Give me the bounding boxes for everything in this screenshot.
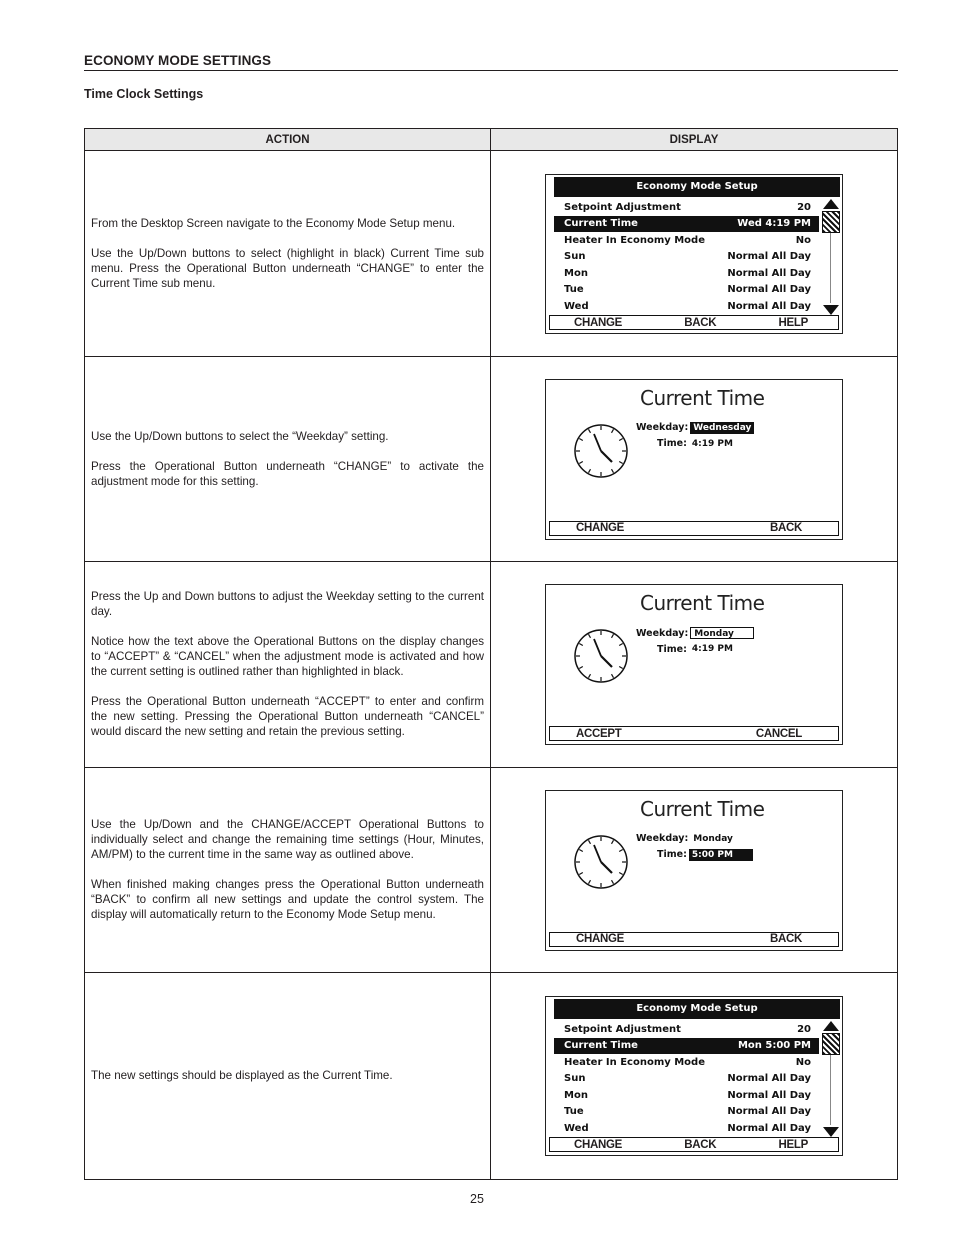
action-cell [85, 768, 491, 973]
menu-item: Mon Normal All Day [564, 1089, 811, 1101]
back-label: BACK [769, 933, 802, 945]
table-row [85, 151, 897, 357]
paragraph: Press the Operational Button underneath “ACCEPT” to enter and confirm the new setting. Pressing the Operational Button underneath “CANCEL” would discard the new setting and retain the previous setting. [91, 695, 484, 739]
scroll-track [830, 1055, 831, 1125]
menu-item: Heater In Economy Mode No [564, 1056, 811, 1068]
sub-title: Time Clock Settings [84, 87, 204, 101]
table-row [85, 562, 897, 768]
col-header-action: ACTION [85, 129, 491, 150]
paragraph: Press the Up and Down buttons to adjust the Weekday setting to the current day. [91, 590, 484, 619]
action-cell [85, 151, 491, 356]
menu-item: Wed Normal All Day [564, 1122, 811, 1134]
action-cell [85, 973, 491, 1179]
time-value: 4:19 PM [691, 644, 733, 654]
soft-button-bar [549, 1137, 839, 1152]
paragraph: Use the Up/Down buttons to select (highlight in black) Current Time sub menu. Press the Operational Button underneath “CHANGE” to enter the Current Time sub menu. [91, 246, 484, 290]
soft-button-bar [549, 726, 839, 741]
table-header [85, 129, 897, 151]
soft-button-bar [549, 932, 839, 947]
action-text [91, 817, 484, 922]
menu-item: Mon Normal All Day [564, 267, 811, 279]
clock-icon [572, 627, 630, 685]
current-time-screen [545, 379, 843, 540]
current-time-screen [545, 584, 843, 745]
paragraph: Use the Up/Down and the CHANGE/ACCEPT Operational Buttons to individually select and change the remaining time settings (Hour, Minutes, AM/PM) to the current time in the same way as outlined above. [91, 818, 484, 862]
display-cell [491, 768, 897, 973]
action-text [91, 589, 484, 739]
paragraph: When finished making changes press the Operational Button underneath “BACK” to confirm all new settings and update the control system. The display will automatically return to the Economy Mode Setup menu. [91, 878, 484, 922]
back-label: BACK [684, 316, 717, 329]
menu-item: Wed Normal All Day [564, 300, 811, 312]
help-label: HELP [778, 1138, 808, 1151]
weekday-value: Monday [690, 627, 754, 639]
action-cell [85, 357, 491, 562]
scroll-track [830, 233, 831, 303]
menu-item-selected: Current Time Wed 4:19 PM [554, 216, 819, 233]
menu-item: Heater In Economy Mode No [564, 234, 811, 246]
page-number: 25 [470, 1192, 484, 1206]
display-cell [491, 973, 897, 1179]
menu-item: Tue Normal All Day [564, 284, 811, 296]
menu-list [554, 199, 819, 315]
current-time-screen [545, 790, 843, 951]
change-label: CHANGE [576, 522, 625, 534]
table-row [85, 768, 897, 974]
back-label: BACK [684, 1138, 717, 1151]
scroll-down-arrow-icon [823, 1127, 839, 1137]
paragraph: The new settings should be displayed as the Current Time. [91, 1069, 393, 1083]
screen-title: Current Time [640, 385, 765, 410]
paragraph: Notice how the text above the Operational Buttons on the display changes to “ACCEPT” & “CANCEL” when the adjustment mode is activated and how the current setting is outlined rather than highlighted in black. [91, 635, 484, 679]
scroll-up-arrow-icon [823, 199, 839, 209]
action-text [91, 1068, 393, 1083]
weekday-value: Wednesday [690, 422, 754, 434]
change-label: CHANGE [576, 933, 625, 945]
time-value: 4:19 PM [691, 438, 733, 449]
soft-button-bar [549, 315, 839, 330]
display-cell [491, 562, 897, 767]
menu-title: Economy Mode Setup [554, 999, 840, 1019]
back-label: BACK [769, 522, 802, 534]
accept-label: ACCEPT [576, 727, 622, 740]
scrollbar [822, 1021, 840, 1137]
display-cell [491, 357, 897, 562]
menu-item: Sun Normal All Day [564, 251, 811, 263]
screen-title: Current Time [640, 591, 765, 615]
time-value: 5:00 PM [689, 849, 753, 861]
paragraph: Use the Up/Down buttons to select the “Weekday” setting. [91, 429, 389, 443]
time-field: Time: 5:00 PM [657, 849, 753, 861]
action-text [91, 429, 484, 489]
paragraph: From the Desktop Screen navigate to the Economy Mode Setup menu. [91, 216, 456, 230]
change-label: CHANGE [574, 316, 623, 329]
menu-item: Setpoint Adjustment 20 [564, 1023, 811, 1035]
display-cell [491, 151, 897, 356]
economy-mode-setup-screen [545, 174, 843, 334]
screen-title: Current Time [640, 796, 765, 821]
menu-title: Economy Mode Setup [554, 177, 840, 197]
time-field: Time: 4:19 PM [657, 438, 736, 450]
action-cell [85, 562, 491, 767]
instruction-table [84, 128, 898, 1180]
menu-item: Setpoint Adjustment 20 [564, 201, 811, 213]
weekday-value: Monday [693, 833, 733, 844]
scroll-thumb [822, 1033, 840, 1055]
time-field: Time: 4:19 PM [657, 643, 736, 655]
weekday-field: Weekday: Wednesday [636, 422, 754, 434]
menu-list [554, 1021, 819, 1137]
cancel-label: CANCEL [755, 727, 802, 740]
economy-mode-setup-screen [545, 996, 843, 1156]
menu-item: Tue Normal All Day [564, 1106, 811, 1118]
scroll-thumb [822, 211, 840, 233]
clock-icon [572, 422, 630, 480]
clock-icon [572, 833, 630, 891]
weekday-field: Weekday: Monday [636, 833, 736, 845]
table-row [85, 357, 897, 563]
menu-item-selected: Current Time Mon 5:00 PM [554, 1038, 819, 1055]
change-label: CHANGE [574, 1138, 623, 1151]
col-header-display: DISPLAY [669, 133, 719, 146]
scroll-down-arrow-icon [823, 305, 839, 315]
weekday-field: Weekday: Monday [636, 627, 754, 639]
help-label: HELP [778, 316, 808, 329]
table-row [85, 973, 897, 1179]
soft-button-bar [549, 521, 839, 536]
action-text [91, 216, 484, 291]
scrollbar [822, 199, 840, 315]
paragraph: Press the Operational Button underneath “CHANGE” to activate the adjustment mode for this setting. [91, 459, 484, 488]
scroll-up-arrow-icon [823, 1021, 839, 1031]
section-title: ECONOMY MODE SETTINGS [84, 53, 898, 71]
menu-item: Sun Normal All Day [564, 1073, 811, 1085]
